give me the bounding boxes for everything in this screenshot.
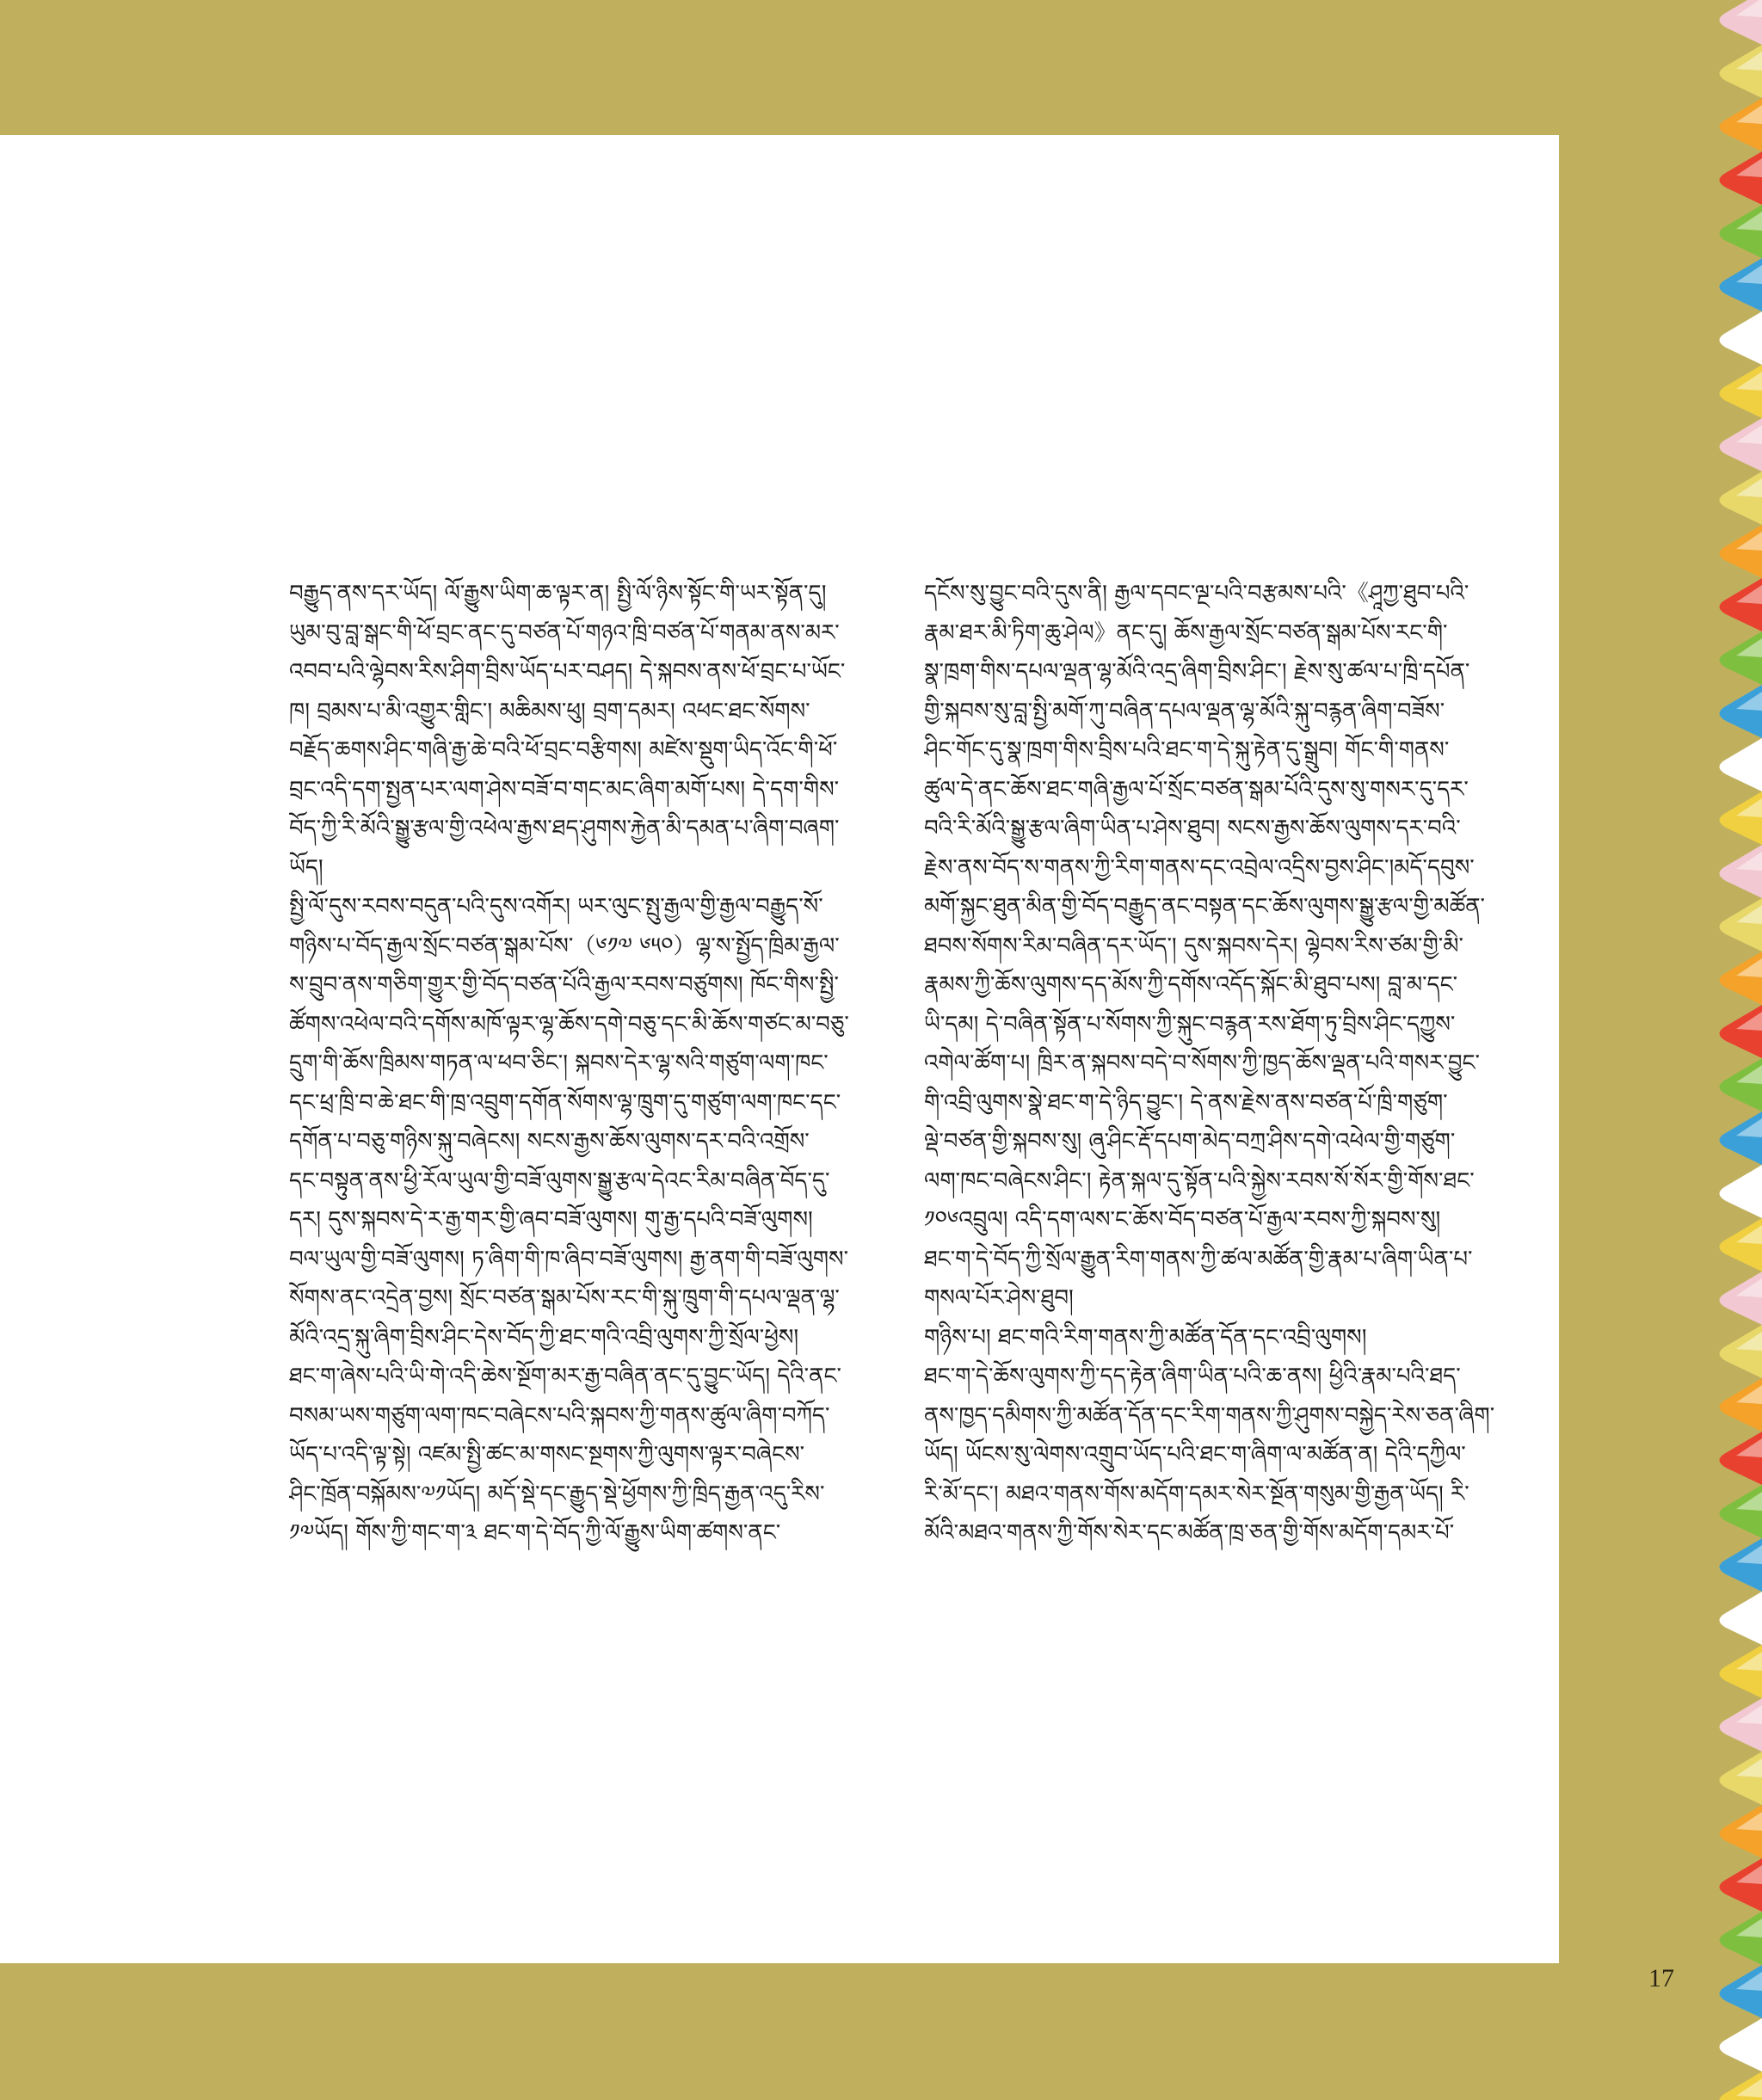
right-column-line: ཐང་ག་དེ་བོད་ཀྱི་སྲོལ་རྒྱུན་རིག་གནས་ཀྱི་ཚལ་མཚོན་གྱི་རྣམ་པ་ཞིག་ཡིན་པ་ xyxy=(924,1246,1473,1272)
right-column-line: ཐབས་སོགས་རིམ་བཞིན་དར་ཡོད་། དུས་སྐབས་དེར། ལྷེབས་རིས་ཙམ་གྱི་མི་ xyxy=(924,933,1463,959)
left-column-line: ས་བྲུབ་ནས་གཅིག་གྱུར་གྱི་བོད་བཙན་པོའི་རྒྱལ་རབས་བཙུགས། ཁོང་གིས་སྤྱི་ xyxy=(289,972,839,998)
left-column-line: བརྗོད་ཆགས་ཤིང་གཞི་རྒྱ་ཆེ་བའི་ཕོ་བྲང་བརྩིགས། མཛེས་སྡུག་ཡིད་འོང་གི་ཕོ་ xyxy=(289,737,838,763)
right-column-line: རྣམ་ཐར་མི་ཏིག་ཆུ་ཤེལ》ནང་དུ། ཆོས་རྒྱལ་སྲོང་བཙན་སྒམ་པོས་རང་གི་ xyxy=(924,619,1448,646)
right-column-line: འགེལ་ཚོག་པ། ཁྲིར་ན་སྐབས་བདེ་བ་སོགས་ཀྱི་ཁྱད་ཆོས་ལྡན་པའི་གསར་བྱུང་ xyxy=(924,1050,1481,1076)
right-text-column xyxy=(924,575,1509,1554)
left-column-line: དྲུག་གི་ཆོས་ཁྲིམས་གཏན་ལ་ཕབ་ཅིང་། སྐབས་དེར་ལྷ་སའི་གཙུག་ལག་ཁང་ xyxy=(289,1050,829,1076)
left-column-line: གཉིས་པ་བོད་རྒྱལ་སྲོང་བཙན་སྒམ་པོས་（༦༡༧ ༦༥༠）ལྷ་ས་སྤྱོད་ཁྲིམ་རྒྱལ་ xyxy=(289,933,840,959)
left-column-line: ཡུམ་བུ་བླ་སྒང་གི་ཕོ་བྲང་ནང་དུ་བཙན་པོ་གཉའ་ཁྲི་བཙན་པོ་གནམ་ནས་མར་ xyxy=(289,619,840,646)
left-column-line: བརྒྱུད་ནས་དར་ཡོད། ལོ་རྒྱུས་ཡིག་ཆ་ལྟར་ན། སྤྱི་ལོ་ཉིས་སྟོང་གི་ཡར་སྟོན་དུ། xyxy=(289,581,827,607)
left-column-line: དང་ཕྲ་ཁྲི་བ་ཆེ་ཐང་གི་ཁྲ་འབྲུག་དགོན་སོགས་ལྷ་ཁྲུག་དུ་གཙུག་ལག་ཁང་དང་ xyxy=(289,1089,841,1116)
right-column-line: ཤིང་གོང་དུ་སྣ་ཁྲག་གིས་བྲིས་པའི་ཐང་ག་དེ་སྐུ་རྟེན་དུ་སྒྲུབ། གོང་གི་གནས་ xyxy=(924,737,1450,763)
right-column-line: ཡོད། ཡོངས་སུ་ལེགས་འགྲུབ་ཡོད་པའི་ཐང་ག་ཞིག་ལ་མཚོན་ན། དེའི་དཀྱིལ་ xyxy=(924,1442,1466,1468)
right-column-line: གཉིས་པ། ཐང་གའི་རིག་གནས་ཀྱི་མཚོན་དོན་དང་འབྲི་ལུགས། xyxy=(924,1324,1367,1351)
left-column-line: སྤྱི་ལོ་དུས་རབས་བདུན་པའི་དུས་འགོར། ཡར་ལུང་སྤུ་རྒྱལ་གྱི་རྒྱལ་བརྒྱུད་སོ་ xyxy=(289,894,823,920)
left-column-line: བོད་ཀྱི་རི་མོའི་སྒྱུ་རྩལ་གྱི་འཕེལ་རྒྱས་ཐད་ཤུགས་རྐྱེན་མི་དམན་པ་ཞིག་བཞག་ xyxy=(289,816,840,841)
left-column-line: ཡོད་པ་འདི་ལྟ་སྟེ། འཛམ་སྤྱི་ཚང་མ་གསང་སྔགས་ཀྱི་ལུགས་ལྟར་བཞེངས་ xyxy=(289,1442,805,1468)
left-column-line: སོགས་ནང་འདྲེན་བྱས། སྲོང་བཙན་སྒམ་པོས་རང་གི་སྐུ་ཁྲུག་གི་དཔལ་ལྡན་ལྷ་ xyxy=(289,1285,840,1311)
right-column-line: ༡༠༦འབྲུལ། འདི་དག་ལས་ང་ཆོས་བོད་བཙན་པོ་རྒྱལ་རབས་ཀྱི་སྐབས་སུ། xyxy=(924,1207,1441,1233)
left-column-line: ཁ། བྲམས་པ་མི་འགྱུར་གླིང་། མཆིམས་ཕུ། བྲག་དམར། འཕང་ཐང་སོགས་ xyxy=(289,698,810,724)
right-column-line: ཚུལ་དེ་ནང་ཆོས་ཐང་གཞི་རྒྱལ་པོ་སྲོང་བཙན་སྒམ་པོའི་དུས་སུ་གསར་དུ་དར་ xyxy=(924,776,1469,803)
right-column-line: གྱི་སྐབས་སུ་བླ་སྤྱི་མགོ་ཀུ་བཞིན་དཔལ་ལྡན་ལྷ་མོའི་སྐུ་བརྙན་ཞིག་བཟོས་ xyxy=(924,698,1445,724)
left-column-line: བྲང་འདི་དག་སྤྱན་པར་ལག་ཤེས་བཟོ་བ་གང་མང་ཞིག་མགོ་པས། དེ་དག་གིས་ xyxy=(289,776,840,803)
decorative-color-strip-graphic xyxy=(1707,0,1762,2100)
left-column-line: མོའི་འདྲ་སྐུ་ཞིག་བྲིས་ཤིང་དེས་བོད་ཀྱི་ཐང་གའི་འབྲི་ལུགས་ཀྱི་སྲོལ་ཕྱེས། xyxy=(289,1324,799,1351)
left-column-line: ཡོད། xyxy=(289,854,323,881)
left-column-line: དགོན་པ་བཅུ་གཉིས་སྐུ་བཞེངས། སངས་རྒྱས་ཆོས་ལུགས་དར་བའི་འགྲོས་ xyxy=(289,1129,810,1155)
right-column-line: ཐང་ག་དེ་ཆོས་ལུགས་ཀྱི་དད་རྟེན་ཞིག་ཡིན་པའི་ཆ་ནས། ཕྱིའི་རྣམ་པའི་ཐད་ xyxy=(924,1364,1461,1389)
right-column-line: བའི་རི་མོའི་སྒྱུ་རྩལ་ཞིག་ཡིན་པ་ཤེས་ཐུབ། སངས་རྒྱས་ཆོས་ལུགས་དར་བའི་ xyxy=(924,816,1461,841)
right-column-line: ནས་ཁྱད་དམིགས་ཀྱི་མཚོན་དོན་དང་རིག་གནས་ཀྱི་ཤུགས་བསྐྱེད་རེས་ཅན་ཞིག་ xyxy=(924,1402,1495,1429)
page-number: 17 xyxy=(1648,1964,1674,1992)
right-column-line: ལག་ཁང་བཞེངས་ཤིང་། རྟེན་སྐལ་དུ་སྟོན་པའི་སྐྱེས་རབས་སོ་སོར་གྱི་གོས་ཐང་ xyxy=(924,1167,1475,1194)
right-column-line: གི་འབྲི་ལུགས་སྣེ་ཐང་ག་དེ་ཉིད་བྱུང་། དེ་ནས་རྗེས་ནས་བཙན་པོ་ཁྲི་གཙུག་ xyxy=(924,1089,1448,1116)
right-column-line: གསལ་པོར་ཤེས་ཐུབ། xyxy=(924,1285,1074,1311)
right-column-line: རི་མོ་དང་། མཐའ་གནས་གོས་མདོག་དམར་སེར་སྔོན་གསུམ་གྱི་རྒྱན་ཡོད། རི་ xyxy=(924,1481,1469,1507)
left-column-line: བསམ་ཡས་གཙུག་ལག་ཁང་བཞེངས་པའི་སྐབས་ཀྱི་གནས་ཚུལ་ཞིག་བཀོད་ xyxy=(289,1402,830,1429)
right-column-line: ཡི་དམ། དེ་བཞིན་སྟོན་པ་སོགས་ཀྱི་སྐུང་བརྙན་རས་ཐོག་ཏུ་བྲིས་ཤིང་དཀྱུས་ xyxy=(924,1011,1456,1038)
left-column-line: ཚོགས་འཕེལ་བའི་དགོས་མཁོ་ལྟར་ལྷ་ཆོས་དགེ་བཅུ་དང་མི་ཆོས་གཙང་མ་བཅུ་ xyxy=(289,1011,849,1038)
left-column-line: ཐང་ག་ཞེས་པའི་ཡི་གེ་འདི་ཆེས་སྔོག་མར་རྒྱ་བཞིན་ནང་དུ་བྱུང་ཡོད། དེའི་ནང་ xyxy=(289,1364,841,1389)
left-column-line: དང་བསྟུན་ནས་ཕྱི་རོལ་ཡུལ་གྱི་བཟོ་ལུགས་སྒྱུ་རྩལ་དེའང་རིམ་བཞིན་བོད་དུ་ xyxy=(289,1167,830,1194)
right-column-line: སྣ་ཁྲག་གིས་དཔལ་ལྡན་ལྷ་མོའི་འདྲ་ཞིག་བྲིས་ཤིང་། རྗེས་སུ་ཚལ་པ་ཁྲི་དཔོན་ xyxy=(924,659,1470,685)
right-column-line: རྣམས་ཀྱི་ཆོས་ལུགས་དད་མོས་ཀྱི་དགོས་འདོད་སྐོང་མི་ཐུབ་པས། བླ་མ་དང་ xyxy=(924,972,1458,998)
right-column-line: རྗེས་ནས་བོད་ས་གནས་ཀྱི་རིག་གནས་དང་འབྲེལ་འདྲིས་བྱས་ཤིང་།མདོ་དབུས་ xyxy=(924,854,1475,881)
left-text-column xyxy=(289,575,874,1554)
left-column-line: དར། དུས་སྐབས་དེ་ར་རྒྱ་གར་གྱི་ཞབ་བཟོ་ལུགས། གུ་རྒྱ་དཔའི་བཟོ་ལུགས། xyxy=(289,1207,813,1233)
left-column-line: ཤིང་ཁྲོན་བསྐོམས་༧༡ཡོད། མདོ་སྡེ་དང་རྒྱུད་སྡེ་ཕྱོགས་ཀྱི་ཁྲིད་རྒྱན་འདུ་རིས་ xyxy=(289,1481,825,1507)
left-column-line: འབབ་པའི་ལྷེབས་རིས་ཤིག་བྲིས་ཡོད་པར་བཤད། དེ་སྐབས་ནས་ཕོ་བྲང་པ་ཡོང་ xyxy=(289,659,846,685)
left-column-line: བལ་ཡུལ་གྱི་བཟོ་ལུགས། ཏ་ཞིག་གི་ཁ་ཞིབ་བཟོ་ལུགས། རྒྱ་ནག་གི་བཟོ་ལུགས་ xyxy=(289,1246,849,1272)
decorative-color-strip xyxy=(1707,0,1762,2100)
right-column-line: མགོ་སྐྱང་ཐུན་མིན་གྱི་བོད་བརྒྱུད་ནང་བསྟན་དང་ཆོས་ལུགས་སྒྱུ་རྩལ་གྱི་མཚོན་ xyxy=(924,894,1486,920)
left-column-line: ༡༧ཡོད། གོས་ཀྱི་གང་ག་༣ ཐང་ག་དེ་བོད་ཀྱི་ལོ་རྒྱུས་ཡིག་ཚགས་ནང་ xyxy=(289,1520,781,1546)
right-column-line: ལྡེ་བཙན་གྱི་སྐབས་སུ། ཞུ་ཤིང་རྡོ་དཔག་མེད་བཀྲ་ཤིས་དགེ་འཕེལ་གྱི་གཙུག་ xyxy=(924,1129,1456,1155)
right-column-line: མོའི་མཐའ་གནས་ཀྱི་གོས་སེར་དང་མཚོན་ཁྲ་ཅན་གྱི་གོས་མདོག་དམར་པོ་ xyxy=(924,1520,1455,1546)
right-column-line: དངོས་སུ་བྱུང་བའི་དུས་ནི། རྒྱལ་དབང་ལྔ་པའི་བརྩམས་པའི་《ཤཱཀྱ་ཐུབ་པའི་ xyxy=(924,581,1469,607)
